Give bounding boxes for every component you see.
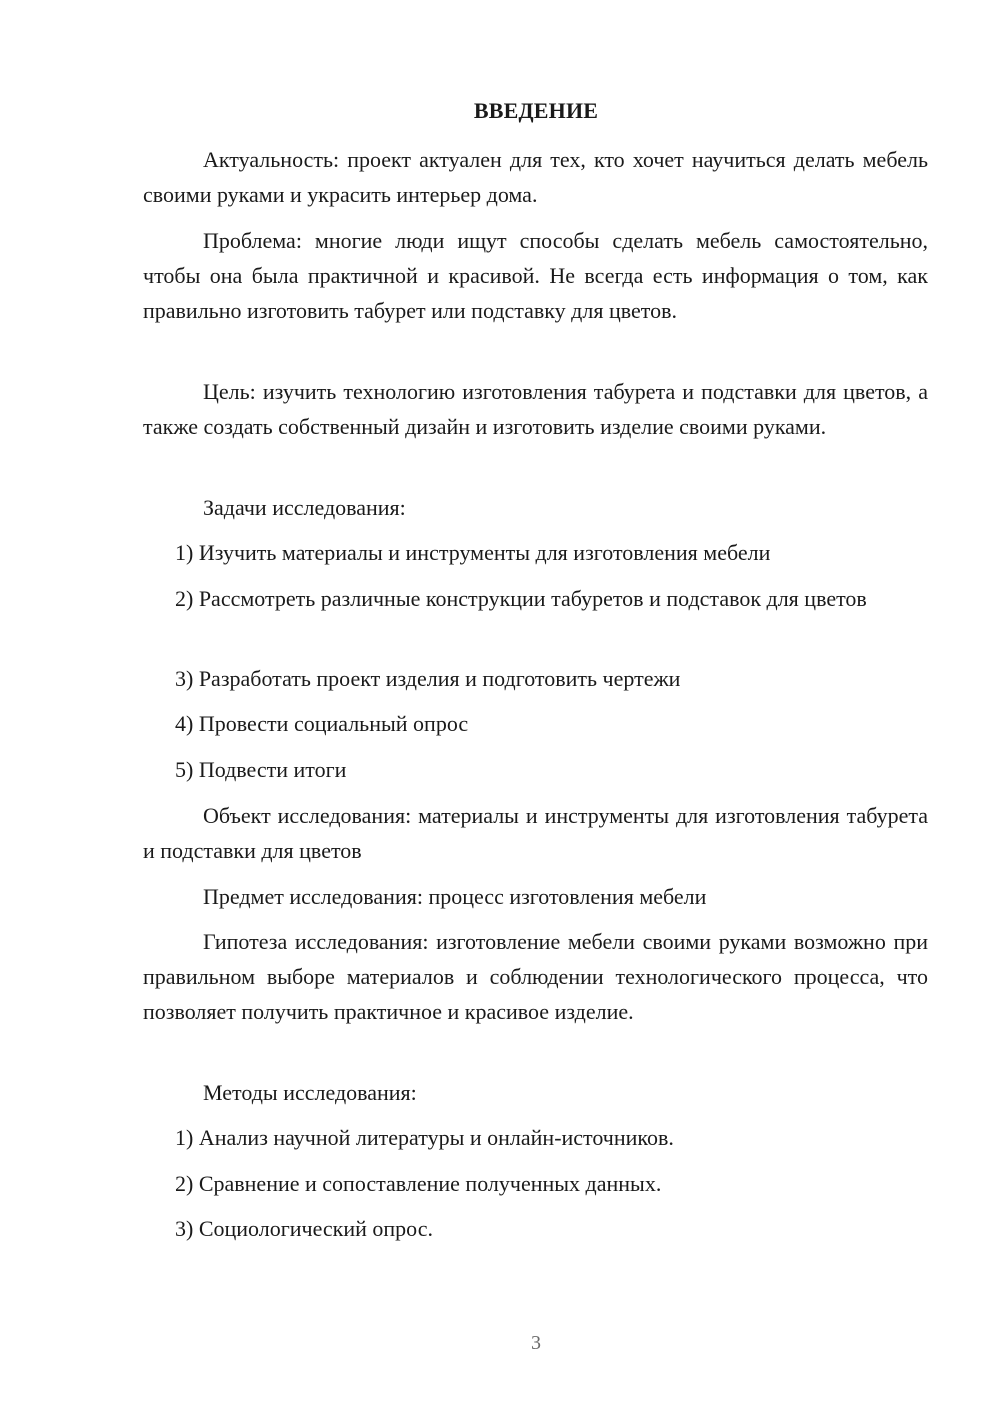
method-item-2: 2) Сравнение и сопоставление полученных данных.	[175, 1171, 662, 1196]
hypothesis-paragraph: Гипотеза исследования: изготовление мебели своими руками возможно при правильном выборе материалов и соблюдении технологического процесса, что позволяет получить практичное и красивое изделие.	[143, 929, 928, 1024]
subject-paragraph: Предмет исследования: процесс изготовления мебели	[203, 884, 707, 909]
methods-heading: Методы исследования:	[203, 1080, 417, 1105]
tasks-heading: Задачи исследования:	[203, 495, 406, 520]
page-number: 3	[531, 1332, 541, 1354]
task-item-2: 2) Рассмотреть различные конструкции табуретов и подставок для цветов	[175, 586, 867, 611]
page-title: ВВЕДЕНИЕ	[473, 98, 599, 123]
task-item-5: 5) Подвести итоги	[175, 757, 347, 782]
problem-paragraph: Проблема: многие люди ищут способы сделать мебель самостоятельно, чтобы она была практичной и красивой. Не всегда есть информация о том, как правильно изготовить табурет или подставку для цветов.	[143, 228, 928, 323]
task-item-1: 1) Изучить материалы и инструменты для изготовления мебели	[175, 540, 771, 565]
task-item-4: 4) Провести социальный опрос	[175, 711, 469, 736]
goal-paragraph: Цель: изучить технологию изготовления табурета и подставки для цветов, а также создать собственный дизайн и изготовить изделие своими руками.	[143, 379, 928, 439]
object-paragraph: Объект исследования: материалы и инструменты для изготовления табурета и подставки для цветов	[143, 803, 928, 863]
task-item-3: 3) Разработать проект изделия и подготовить чертежи	[175, 666, 681, 691]
method-item-3: 3) Социологический опрос.	[175, 1216, 433, 1241]
relevance-paragraph: Актуальность: проект актуален для тех, кто хочет научиться делать мебель своими руками и украсить интерьер дома.	[143, 147, 928, 207]
method-item-1: 1) Анализ научной литературы и онлайн-источников.	[175, 1125, 674, 1150]
